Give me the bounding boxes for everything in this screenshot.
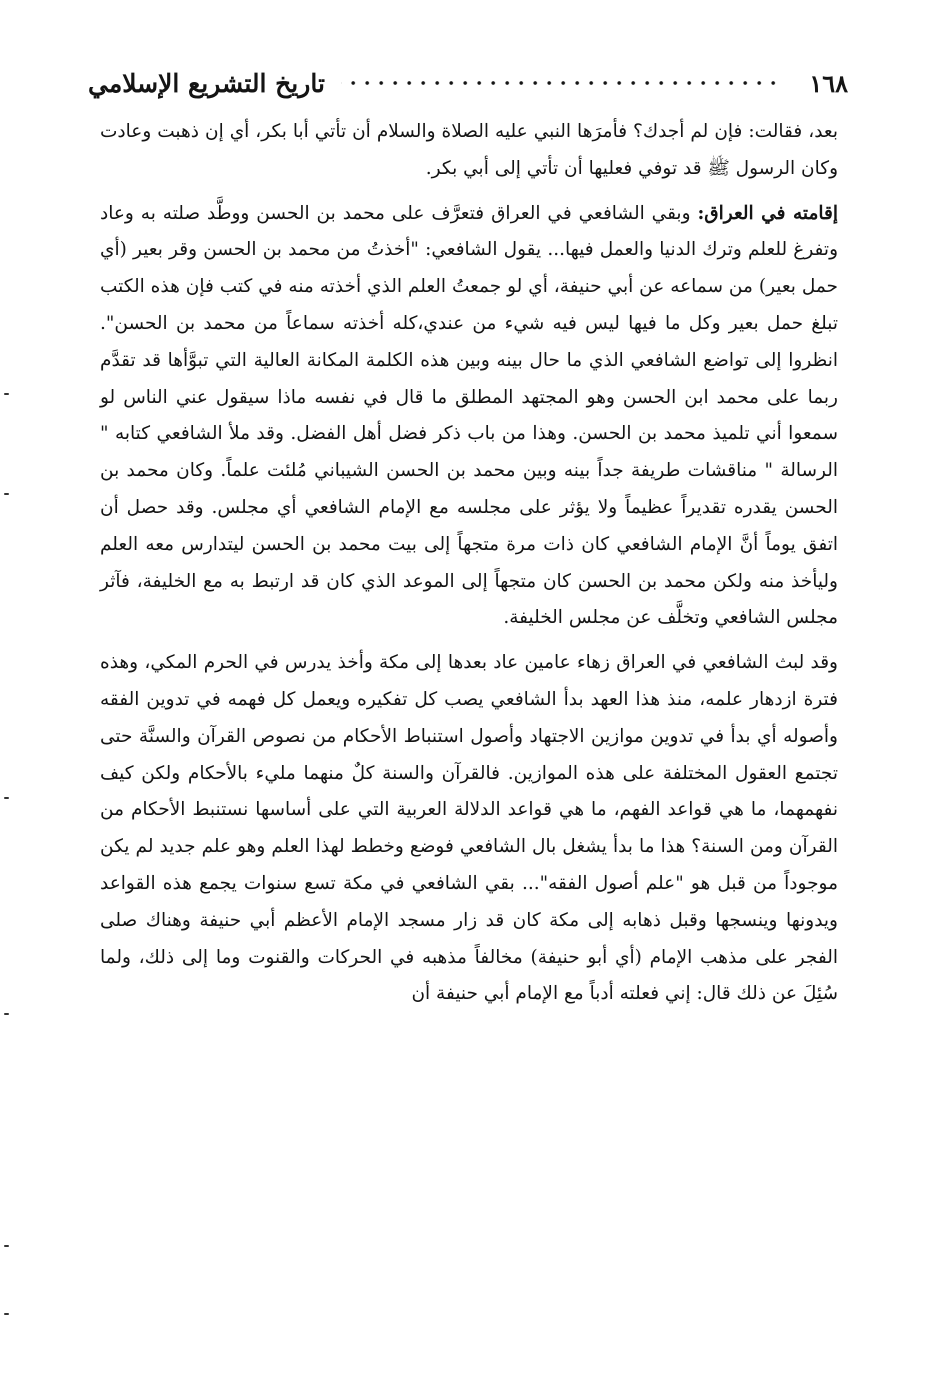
section-lead-heading: إقامته في العراق: xyxy=(697,202,838,224)
scan-margin-mark xyxy=(4,1013,9,1015)
scan-margin-mark xyxy=(4,393,9,395)
header-dotted-rule xyxy=(341,81,785,85)
page-number: ١٦٨ xyxy=(809,68,848,98)
scan-margin-mark xyxy=(4,797,9,799)
paragraph-3: وقد لبث الشافعي في العراق زهاء عامين عاد بعدها إلى مكة وأخذ يدرس في الحرم المكي، وهذه فترة ازدهار علمه، منذ هذا العهد بدأ الشافعي يصب كل تفكيره ويعمل كل فهمه في تدوين الفقه وأصوله أي بدأ في تدوين موازين الاجتهاد وأصول استنباط الأحكام من نصوص القرآن والسنَّة حتى تجتمع العقول المختلفة على هذه الموازين. فالقرآن والسنة كلٌ منهما مليء بالأحكام ولكن كيف نفهمهما، ما هي قواعد الفهم، ما هي قواعد الدلالة العربية التي على أساسها نستنبط الأحكام من القرآن ومن السنة؟ هذا ما بدأ يشغل بال الشافعي فوضع وخطط لهذا العلم وهو علم جديد لم يكن موجوداً من قبل هو "علم أصول الفقه"... بقي الشافعي في مكة تسع سنوات يجمع هذه القواعد ويدونها وينسجها وقبل ذهابه إلى مكة كان قد زار مسجد الإمام الأعظم أبي حنيفة وهناك صلى الفجر على مذهب الإمام (أي أبو حنيفة) مخالفاً مذهبه في الحركات والقنوت وما إلى ذلك، ولما سُئِلَ عن ذلك قال: إني فعلته أدباً مع الإمام أبي حنيفة أن xyxy=(100,652,838,1005)
paragraph-2 xyxy=(100,196,838,638)
scan-margin-mark xyxy=(4,1245,9,1247)
page-header xyxy=(88,60,848,106)
scan-margin-mark xyxy=(4,1313,9,1315)
scan-margin-mark xyxy=(4,493,9,495)
paragraph-1: بعد، فقالت: فإن لم أجدك؟ فأمرَها النبي عليه الصلاة والسلام أن تأتي أبا بكر، أي إن ذهبت وعادت وكان الرسول ﷺ قد توفي فعليها أن تأتي إلى أبي بكر. xyxy=(100,121,838,179)
running-title: تاريخ التشريع الإسلامي xyxy=(88,68,325,98)
paragraph-2-text: وبقي الشافعي في العراق فتعرَّف على محمد بن الحسن ووطَّد صلته به وعاد وتفرغ للعلم وترك الدنيا والعمل فيها... يقول الشافعي: "أخذتُ من محمد بن الحسن وقر بعير (أي حمل بعير) من سماعه عن أبي حنيفة، أي لو جمعتُ العلم الذي أخذته منه في كتب فإن هذه الكتب تبلغ حمل بعير وكل ما فيها ليس فيه شيء من عندي،كله أخذته سماعاً من محمد بن الحسن". انظروا إلى تواضع الشافعي الذي ما حال بينه وبين هذه الكلمة المكانة العالية التي تبوَّأها قد تقدَّم ربما على محمد ابن الحسن وهو المجتهد المطلق ما قال في نفسه ماذا سيقول عني الناس لو سمعوا أني تلميذ محمد بن الحسن. وهذا من باب ذكر فضل أهل الفضل. وقد ملأ الشافعي كتابه " الرسالة " مناقشات طريفة جداً بينه وبين محمد بن الحسن الشيباني مُلئت علماً. وكان محمد بن الحسن يقدره تقديراً عظيماً ولا يؤثر على مجلسه مع الإمام الشافعي أي مجلس. وقد حصل أن اتفق يوماً أنَّ الإمام الشافعي كان ذات مرة متجهاً إلى بيت محمد بن الحسن ليتدارس معه العلم وليأخذ منه ولكن محمد بن الحسن كان متجهاً إلى الموعد الذي كان قد ارتبط به مع الخليفة، فآثر مجلس الشافعي وتخلَّف عن مجلس الخليفة. xyxy=(100,202,838,629)
page-body xyxy=(100,114,838,1013)
